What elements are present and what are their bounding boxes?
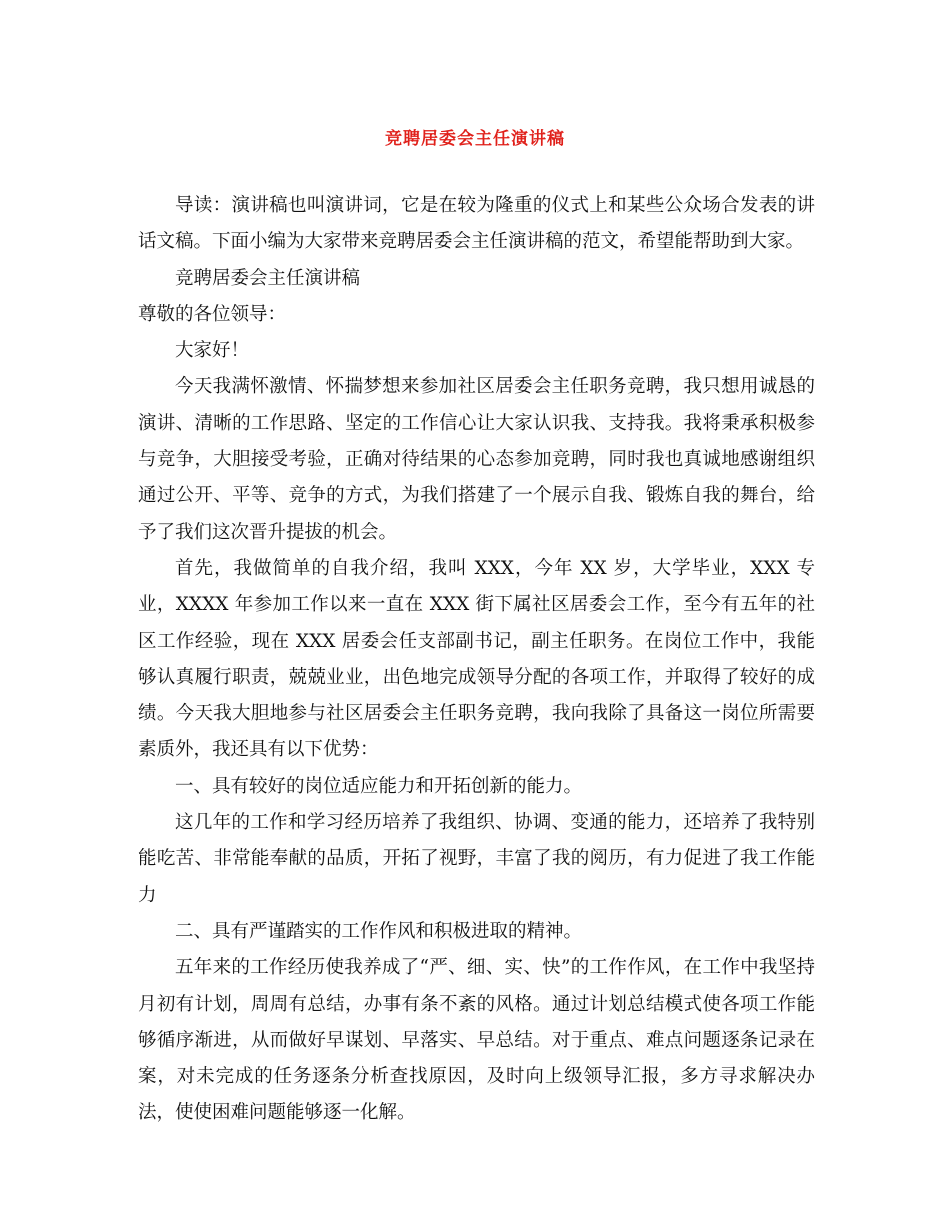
body-paragraph: 这几年的工作和学习经历培养了我组织、协调、变通的能力，还培养了我特别能吃苦、非常能奉献的品质，开拓了视野，丰富了我的阅历，有力促进了我工作能力 xyxy=(138,812,815,906)
intro-paragraph: 导读：演讲稿也叫演讲词，它是在较为隆重的仪式上和某些公众场合发表的讲话文稿。下面小编为大家带来竞聘居委会主任演讲稿的范文，希望能帮助到大家。 xyxy=(138,195,815,253)
section-heading: 二、具有严谨踏实的工作作风和积极进取的精神。 xyxy=(175,920,583,942)
body-paragraph: 今天我满怀激情、怀揣梦想来参加社区居委会主任职务竞聘，我只想用诚恳的演讲、清晰的工作思路、坚定的工作信心让大家认识我、支持我。我将秉承积极参与竞争，大胆接受考验，正确对待结果的心态参加竞聘，同时我也真诚地感谢组织通过公开、平等、竞争的方式，为我们搭建了一个展示自我、锻炼自我的舞台，给予了我们这次晋升提拔的机会。 xyxy=(138,376,815,543)
body-paragraph: 首先，我做简单的自我介绍，我叫 XXX，今年 XX 岁，大学毕业，XXX 专业，XXXX 年参加工作以来一直在 XXX 街下属社区居委会工作，至今有五年的社区工作经验，现在 XXX 居委会任支部副书记，副主任职务。在岗位工作中，我能够认真履行职责，兢兢业业，出色地完成领导分配的各项工作，并取得了较好的成绩。今天我大胆地参与社区居委会主任职务竞聘，我向我除了具备这一岗位所需要素质外，我还具有以下优势： xyxy=(138,557,815,761)
greeting: 大家好！ xyxy=(175,340,250,362)
document-body xyxy=(138,188,815,1132)
speech-heading: 竞聘居委会主任演讲稿 xyxy=(175,267,361,289)
salutation: 尊敬的各位领导： xyxy=(138,303,287,325)
body-paragraph: 五年来的工作经历使我养成了“严、细、实、快”的工作作风，在工作中我坚持月初有计划，周周有总结，办事有条不紊的风格。通过计划总结模式使各项工作能够循序渐进，从而做好早谋划、早落实、早总结。对于重点、难点问题逐条记录在案，对未完成的任务逐条分析查找原因，及时向上级领导汇报，多方寻求解决办法，使使困难问题能够逐一化解。 xyxy=(138,957,815,1124)
section-heading: 一、具有较好的岗位适应能力和开拓创新的能力。 xyxy=(175,775,583,797)
document-title: 竞聘居委会主任演讲稿 xyxy=(385,129,565,149)
